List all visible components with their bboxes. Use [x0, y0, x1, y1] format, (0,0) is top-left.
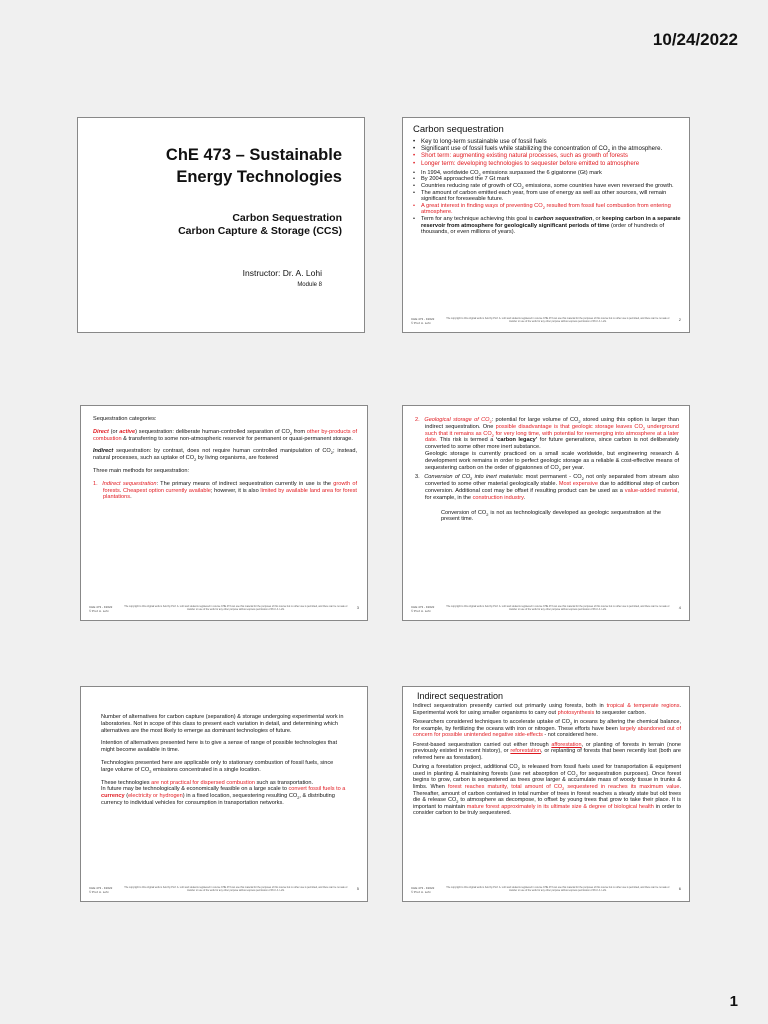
slide-number: 4 — [678, 605, 681, 610]
slide-number: 3 — [356, 605, 359, 610]
slide-title: Carbon sequestration — [413, 124, 504, 135]
slide-number: 5 — [356, 886, 359, 891]
bullet-item: • Key to long-term sustainable use of fossil fuels — [413, 138, 681, 145]
bullet-item: • Longer term: developing technologies to sequester before emitted to atmosphere — [413, 160, 681, 167]
page-number: 1 — [729, 993, 738, 1010]
bullet-item: • In 1994, worldwide $CO_2$ emissions surpassed the 6 gigatonne (Gt) mark — [413, 170, 681, 177]
subtitle-line-1: Carbon Sequestration — [232, 212, 342, 224]
bullet-item: • By 2004 approached the 7 Gt mark — [413, 176, 681, 183]
slide-footer: CHE 473 - F2022 © Prof. A. Lohi The copyright to this original work is held by Prof. A. Lohi and students registered in course CHE 473 can use this material for the purposes of this course but no other use is permitted, and there can be no sale or transfer or use of the work for any other purpose without express permission of Prof. A. Lohi. 5 — [89, 886, 359, 894]
slide-heading: Sequestration categories: — [93, 416, 157, 422]
course-title — [166, 144, 342, 188]
paragraph: During a forestation project, additional $CO_2$ is released from fossil fuels used for transportation & equipment used in planting & maintaining forests (use net absorption of $CO_2$ for sequestration purposes). Once forest begins to grow, carbon is sequestered as trees grow larger & accumulate mass of woody tissue in trunks & limbs. When forest reaches maturity, total amount of $CO_2$ sequestered in reaches its maximum value. Thereafter, amount of carbon contained in total number of trees in forest reaches a steady state but old trees die & release $CO_2$ to atmosphere as decompose, to offset by young trees that grow to take their place. It is important to maintain mature forest approximately in its ultimate size & degree of biological health in order to consider carbon to be truly sequestered. — [413, 764, 681, 817]
bullet-list — [413, 138, 681, 167]
paragraph: Geologic storage is currently practiced on a small scale worldwide, but engineering research & development work remains in order to perfect geologic storage as a reliable & cost-effective means of sequestering carbon on the order of gigatonnes of $CO_2$ per year. — [425, 450, 679, 472]
bullet-item: • The amount of carbon emitted each year, from use of energy as well as other sources, will remain significant for foreseeable future. — [413, 190, 681, 203]
slide-footer: CHE 473 - F2022 © Prof. A. Lohi The copyright to this original work is held by Prof. A. Lohi and students registered in course CHE 473 can use this material for the purposes of this course but no other use is permitted, and there can be no sale or transfer or use of the work for any other purpose without express permission of Prof. A. Lohi. 3 — [89, 605, 359, 613]
slide-number: 6 — [678, 886, 681, 891]
slide-subtitle — [178, 212, 342, 238]
paragraph: Number of alternatives for carbon capture (separation) & storage undergoing experimental work in laboratories. Not in scope of this class to present each variation in detail, and determining which alternatives are the most likely to emerge as dominant technologies of future. — [101, 714, 344, 734]
numbered-item: 3. Conversion of $CO_2$ into inert materials: most permanent - $CO_2$ not only separated from stream also converted to some other material geologically stable. Most expensive due to additional step of carbon conversion. Additional cost may be offset if resulting product can be used as a value-added material, for example, in the construction industry. — [415, 474, 679, 501]
slide-6 — [402, 686, 690, 902]
paragraph: Technologies presented here are applicable only to stationary combustion of fossil fuels, since large volume of $CO_2$ emissions concentrated in a single location. — [101, 759, 334, 774]
bullet-item: • Countries reducing rate of growth of $CO_2$ emissions, some countries have even reversed the growth. — [413, 183, 681, 190]
course-title-line-2: Energy Technologies — [176, 168, 342, 186]
paragraph: In future may be technologically & economically feasible on a large scale to convert fossil fuels to a currency (electricity or hydrogen) in a fixed location, sequestering resulting $CO_2$, & distributing currency to individual vehicles for consumption in transportation networks. — [101, 786, 346, 806]
slide-number: 2 — [678, 317, 681, 322]
slide-title: Indirect sequestration — [417, 691, 504, 701]
paragraph: Indirect sequestration: by contrast, does not require human controlled manipulation of $CO_2$; instead, natural processes, such as uptake of $CO_2$ by living organisms, are fostered — [93, 448, 358, 463]
slide-footer: CHE 473 - F2022 © Prof. A. Lohi The copyright to this original work is held by Prof. A. Lohi and students registered in course CHE 473 can use this material for the purposes of this course but no other use is permitted, and there can be no sale or transfer or use of the work for any other purpose without express permission of Prof. A. Lohi. 6 — [411, 886, 681, 894]
subtitle-line-2: Carbon Capture & Storage (CCS) — [178, 225, 342, 237]
slide-footer: CHE 473 - F2022 © Prof. A. Lohi The copyright to this original work is held by Prof. A. Lohi and students registered in course CHE 473 can use this material for the purposes of this course but no other use is permitted, and there can be no sale or transfer or use of the work for any other purpose without express permission of Prof. A. Lohi. 2 — [411, 317, 681, 325]
paragraph: Indirect sequestration presently carried out primarily using forests, both in tropical & temperate regions. Experimental work for using smaller organisms to carry out photosynthesis to sequester carbon. — [413, 703, 681, 716]
slide-footer: CHE 473 - F2022 © Prof. A. Lohi The copyright to this original work is held by Prof. A. Lohi and students registered in course CHE 473 can use this material for the purposes of this course but no other use is permitted, and there can be no sale or transfer or use of the work for any other purpose without express permission of Prof. A. Lohi. 4 — [411, 605, 681, 613]
slide-2 — [402, 117, 690, 333]
page-date: 10/24/2022 — [652, 30, 738, 49]
paragraph: Intention of alternatives presented here is to give a sense of range of possible technologies that might become available in time. — [101, 740, 338, 754]
paragraph: Direct (or active) sequestration: deliberate human-controlled separation of $CO_2$ from other by-products of combustion & transferring to some non-atmospheric reservoir for permanent or quasi-permanent storage. — [93, 428, 358, 442]
paragraph: Forest-based sequestration carried out either through afforestation, or planting of forests in terrain (none previously existed in recent history), or reforestation, or replanting of forests that been recently lost (both are referred here as forestation). — [413, 741, 681, 761]
bullet-item: • Significant use of fossil fuels while stabilizing the concentration of $CO_2$ in the atmosphere. — [413, 145, 681, 152]
bullet-item: • A great interest in finding ways of preventing $CO_2$ resulted from fossil fuel combustion from entering atmosphere. — [413, 203, 681, 216]
slide-4 — [402, 405, 690, 621]
bullet-list — [413, 170, 681, 236]
slide-3 — [80, 405, 368, 621]
numbered-item: 2. Geological storage of $CO_2$: potential for large volume of $CO_2$ stored using this option is larger than indirect sequestration. One possible disadvantage is that geologic storage leaves $CO_2$ underground such that it remains as $CO_2$ for very long time, with potential for reemerging into atmosphere at a later date. This risk is termed a ‘carbon legacy’ for future generations, since carbon is not deliberately converted to some other more inert substance. — [415, 417, 680, 451]
bullet-item: • Term for any technique achieving this goal is carbon sequestration, or keeping carbon in a separate reservoir from atmosphere for geologically significant periods of time (order of hundreds of thousands, or even millions of years). — [413, 216, 681, 236]
slide-1 — [77, 117, 365, 333]
bullet-item: • Short term: augmenting existing natural processes, such as growth of forests — [413, 152, 681, 159]
course-title-line-1: ChE 473 – Sustainable — [165, 146, 342, 164]
instructor: Instructor: Dr. A. Lohi — [242, 268, 322, 278]
module-label: Module 8 — [297, 282, 322, 288]
paragraph: These technologies are not practical for dispersed combustion such as transportation. — [101, 779, 314, 786]
paragraph: Conversion of $CO_2$ is not as technologically developed as geologic sequestration at the present time. — [441, 509, 661, 523]
slide-5 — [80, 686, 368, 902]
paragraph: Three main methods for sequestration: — [93, 467, 190, 474]
numbered-item: 1. Indirect sequestration: The primary means of indirect sequestration currently in use is the growth of forests. Cheapest option currently available; however, it is also limited by available land area for forest plantations. — [93, 480, 357, 501]
paragraph: Researchers considered techniques to accelerate uptake of $CO_2$ in oceans by altering the chemical balance, for example, by fertilizing the oceans with iron or nitrogen. These efforts have been largely abandoned out of concern for possible unintended negative side-effects - not considered here. — [413, 719, 682, 739]
